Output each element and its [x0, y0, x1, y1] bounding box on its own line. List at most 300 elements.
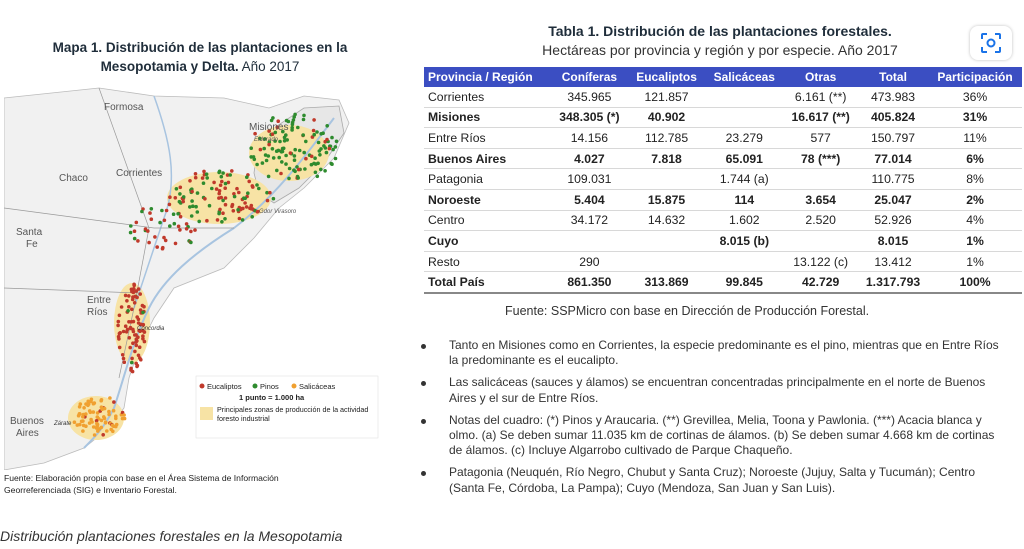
col-eucaliptos: Eucaliptos — [628, 67, 705, 87]
row-label: Buenos Aires — [424, 148, 551, 169]
plantation-dot — [100, 426, 104, 430]
plantation-dot — [130, 357, 134, 361]
map-figure — [4, 78, 396, 470]
plantation-dot — [90, 398, 94, 402]
plantation-dot — [137, 354, 141, 358]
legend-pinos-dot — [253, 384, 258, 389]
table-row — [424, 251, 1022, 272]
table-cell: 473.983 — [858, 87, 928, 107]
plantation-dot — [137, 287, 141, 291]
plantation-dot — [302, 114, 306, 118]
table-cell: 405.824 — [858, 107, 928, 128]
label-concordia: Concordia — [137, 326, 165, 332]
plantation-dot — [76, 423, 80, 427]
plantation-dot — [181, 200, 185, 204]
note-item: Tanto en Misiones como en Corrientes, la especie predominante es el pino, mientras que en Entre Ríos la predominante es el eucalipto. — [418, 338, 1003, 368]
plantation-dot — [291, 121, 295, 125]
plantation-dot — [319, 168, 323, 172]
table-cell: 114 — [705, 189, 783, 210]
plantation-dot — [303, 167, 307, 171]
table-cell — [628, 231, 705, 252]
plantation-dot — [249, 155, 253, 159]
table-cell: 52.926 — [858, 210, 928, 231]
table-cell: 577 — [783, 128, 858, 149]
plantation-dot — [210, 187, 214, 191]
notes-list — [418, 338, 1003, 503]
plantation-dot — [141, 311, 145, 315]
table-cell: 11% — [928, 128, 1022, 149]
plantation-dot — [271, 147, 275, 151]
plantation-dot — [89, 418, 93, 422]
plantation-dot — [280, 160, 284, 164]
plantation-dot — [335, 140, 339, 144]
map-title: Mapa 1. Distribución de las plantaciones en la Mesopotamia y Delta. Año 2017 — [52, 40, 348, 74]
plantation-dot — [140, 210, 144, 214]
plantation-dot — [293, 148, 297, 152]
plantation-dot — [135, 344, 139, 348]
table-cell — [705, 107, 783, 128]
plantation-dot — [190, 190, 194, 194]
plantation-dot — [220, 180, 224, 184]
plantation-dot — [297, 168, 301, 172]
table-cell: 13.122 (c) — [783, 251, 858, 272]
plantation-dot — [150, 207, 154, 211]
plantation-dot — [304, 157, 308, 161]
plantation-dot — [310, 155, 314, 159]
total-cell: 861.350 — [551, 272, 628, 293]
plantation-dot — [135, 221, 139, 225]
plantation-dot — [103, 417, 107, 421]
plantation-dot — [266, 199, 270, 203]
plantation-dot — [133, 350, 137, 354]
table-cell: 4% — [928, 210, 1022, 231]
plantation-dot — [107, 413, 111, 417]
plantation-dot — [203, 197, 207, 201]
plantation-dot — [101, 433, 105, 437]
total-cell: 99.845 — [705, 272, 783, 293]
table-cell: 25.047 — [858, 189, 928, 210]
plantation-dot — [216, 218, 220, 222]
plantation-dot — [235, 187, 239, 191]
plantation-dot — [172, 212, 176, 216]
plantation-dot — [134, 333, 138, 337]
col-coniferas: Coníferas — [551, 67, 628, 87]
plantation-dot — [233, 195, 237, 199]
row-label: Noroeste — [424, 189, 551, 210]
plantation-dot — [100, 405, 104, 409]
plantation-dot — [255, 163, 259, 167]
plantation-dot — [302, 118, 306, 122]
plantation-dot — [272, 156, 276, 160]
table-cell: 8.015 (b) — [705, 231, 783, 252]
plantation-dot — [231, 203, 235, 207]
plantation-dot — [135, 315, 139, 319]
plantation-dot — [126, 309, 130, 313]
plantation-dot — [174, 242, 178, 246]
col-otras: Otras — [783, 67, 858, 87]
plantation-dot — [130, 290, 134, 294]
table-cell: 8% — [928, 169, 1022, 190]
plantation-dot — [112, 409, 116, 413]
plantation-dot — [128, 336, 132, 340]
plantation-dot — [73, 420, 77, 424]
plantation-dot — [185, 227, 189, 231]
plantation-dot — [95, 422, 99, 426]
plantation-dot — [194, 176, 198, 180]
row-label: Cuyo — [424, 231, 551, 252]
plantation-dot — [328, 147, 332, 151]
table-cell: 121.857 — [628, 87, 705, 107]
plantation-dot — [190, 199, 194, 203]
plantation-dot — [117, 320, 121, 324]
table-cell — [783, 169, 858, 190]
plantation-dot — [217, 192, 221, 196]
plantation-dot — [201, 176, 205, 180]
plantation-dot — [318, 153, 322, 157]
plantation-dot — [118, 314, 122, 318]
table-cell: 1% — [928, 251, 1022, 272]
plantation-dot — [173, 222, 177, 226]
plantation-dot — [112, 425, 116, 429]
plantation-dot — [175, 187, 179, 191]
label-santa-fe-1: Santa — [16, 227, 43, 238]
plantation-dot — [298, 149, 302, 153]
plantation-dot — [178, 200, 182, 204]
total-cell: 313.869 — [628, 272, 705, 293]
plantation-dot — [168, 203, 172, 207]
plantation-dot — [240, 207, 244, 211]
note-item: Notas del cuadro: (*) Pinos y Araucaria. (**) Grevillea, Melia, Toona y Pawlonia. (***) Acacia blanca y olmo. (a) Se deben sumar 11.035 km de cortinas de álamos. (b) Se deben sumar 4.668 km de cortinas de álamos. (c) Incluye Algarrobo cultivado de Parque Chaqueño. — [418, 413, 1003, 459]
plantation-dot — [130, 308, 134, 312]
label-eldorado: Eldorado — [254, 137, 279, 143]
plantation-dot — [147, 241, 151, 245]
table-cell: 15.875 — [628, 189, 705, 210]
plantation-dot — [223, 217, 227, 221]
plantation-dot — [275, 149, 279, 153]
plantation-dot — [205, 172, 209, 176]
plantation-dot — [245, 205, 249, 209]
legend-zones: Principales zonas de producción de la actividad foresto industrial — [217, 405, 369, 423]
plantation-dot — [82, 424, 86, 428]
plantation-dot — [178, 192, 182, 196]
plantation-dot — [132, 284, 136, 288]
plantation-dot — [289, 151, 293, 155]
row-label: Misiones — [424, 107, 551, 128]
plantation-dot — [323, 169, 327, 173]
plantation-dot — [146, 229, 150, 233]
plantations-table — [424, 67, 1022, 294]
table-cell — [628, 251, 705, 272]
legend-salicaceas: Salicáceas — [299, 382, 336, 391]
bullet-icon — [421, 471, 426, 476]
table-cell: 2.520 — [783, 210, 858, 231]
table-cell: 1% — [928, 231, 1022, 252]
table-cell: 150.797 — [858, 128, 928, 149]
plantation-dot — [272, 197, 276, 201]
plantation-dot — [312, 129, 316, 133]
plantation-dot — [116, 324, 120, 328]
plantation-dot — [217, 212, 221, 216]
plantation-dot — [223, 186, 227, 190]
plantation-dot — [132, 320, 136, 324]
plantation-dot — [279, 172, 283, 176]
plantation-dot — [202, 181, 206, 185]
plantation-dot — [218, 170, 222, 174]
plantation-dot — [241, 218, 245, 222]
plantation-dot — [293, 154, 297, 158]
plantation-dot — [123, 360, 127, 364]
plantation-dot — [284, 162, 288, 166]
col-total: Total — [858, 67, 928, 87]
bullet-icon — [421, 381, 426, 386]
table-cell — [551, 231, 628, 252]
plantation-dot — [122, 413, 126, 417]
plantation-dot — [81, 429, 85, 433]
plantation-dot — [124, 294, 128, 298]
plantation-dot — [133, 301, 137, 305]
plantation-dot — [129, 224, 133, 228]
plantation-dot — [267, 175, 271, 179]
label-formosa: Formosa — [104, 102, 144, 113]
table-cell: 40.902 — [628, 107, 705, 128]
table-cell: 13.412 — [858, 251, 928, 272]
plantation-dot — [238, 217, 242, 221]
plantation-dot — [197, 220, 201, 224]
plantation-dot — [78, 405, 82, 409]
plantation-dot — [317, 141, 321, 145]
plantation-dot — [287, 177, 291, 181]
plantation-dot — [315, 130, 319, 134]
plantation-dot — [148, 211, 152, 215]
plantation-dot — [134, 340, 138, 344]
plantation-dot — [122, 330, 126, 334]
table-row — [424, 107, 1022, 128]
plantation-dot — [193, 228, 197, 232]
plantation-dot — [253, 158, 257, 162]
plantation-dot — [224, 203, 228, 207]
table-cell — [705, 87, 783, 107]
plantation-dot — [290, 126, 294, 130]
table-row — [424, 148, 1022, 169]
plantation-dot — [319, 147, 323, 151]
legend-zone-swatch — [200, 407, 213, 420]
plantation-dot — [330, 136, 334, 140]
plantation-dot — [261, 161, 265, 165]
table-cell: 23.279 — [705, 128, 783, 149]
table-row — [424, 169, 1022, 190]
table-cell: 78 (***) — [783, 148, 858, 169]
plantation-dot — [160, 209, 164, 213]
table-subtitle: Hectáreas por provincia y región y por especie. Año 2017 — [542, 42, 898, 58]
plantation-dot — [288, 167, 292, 171]
plantation-dot — [118, 346, 122, 350]
table-cell: 345.965 — [551, 87, 628, 107]
plantation-dot — [93, 433, 97, 437]
plantation-dot — [219, 183, 223, 187]
plantation-dot — [168, 224, 172, 228]
plantation-dot — [168, 195, 172, 199]
table-cell: 110.775 — [858, 169, 928, 190]
plantation-dot — [129, 231, 133, 235]
plantation-dot — [334, 145, 338, 149]
table-title: Tabla 1. Distribución de las plantaciones forestales. — [548, 23, 892, 39]
plantation-dot — [114, 414, 118, 418]
plantation-dot — [133, 229, 137, 233]
plantation-dot — [123, 417, 127, 421]
row-label: Corrientes — [424, 87, 551, 107]
plantation-dot — [314, 171, 318, 175]
plantation-dot — [92, 402, 96, 406]
plantation-dot — [325, 124, 329, 128]
plantation-dot — [267, 143, 271, 147]
total-cell: 42.729 — [783, 272, 858, 293]
total-cell: 1.317.793 — [858, 272, 928, 293]
plantation-dot — [131, 341, 135, 345]
plantation-dot — [179, 215, 183, 219]
table-cell: 3.654 — [783, 189, 858, 210]
plantation-dot — [325, 138, 329, 142]
table-cell: 290 — [551, 251, 628, 272]
plantation-dot — [78, 412, 82, 416]
plantation-dot — [205, 176, 209, 180]
plantation-dot — [150, 217, 154, 221]
plantation-dot — [182, 195, 186, 199]
plantation-dot — [277, 156, 281, 160]
legend-unit: 1 punto = 1.000 ha — [239, 393, 305, 402]
plantation-dot — [179, 186, 183, 190]
label-corrientes: Corrientes — [116, 168, 163, 179]
table-cell: 16.617 (**) — [783, 107, 858, 128]
row-label: Centro — [424, 210, 551, 231]
plantation-dot — [105, 429, 109, 433]
plantation-dot — [136, 239, 140, 243]
plantation-dot — [202, 170, 206, 174]
plantation-dot — [324, 146, 328, 150]
table-header-row — [424, 67, 1022, 87]
row-label: Resto — [424, 251, 551, 272]
plantation-dot — [81, 415, 85, 419]
label-misiones: Misiones — [249, 122, 289, 133]
plantation-dot — [247, 180, 251, 184]
plantation-dot — [188, 205, 192, 209]
plantation-dot — [275, 169, 279, 173]
plantation-dot — [92, 410, 96, 414]
plantation-dot — [218, 208, 222, 212]
table-row — [424, 231, 1022, 252]
plantation-dot — [127, 294, 131, 298]
plantation-dot — [80, 420, 84, 424]
col-provincia: Provincia / Región — [424, 67, 551, 87]
plantation-dot — [86, 404, 90, 408]
lens-search-button[interactable] — [970, 26, 1012, 60]
plantation-dot — [132, 330, 136, 334]
plantation-dot — [100, 398, 104, 402]
plantation-dot — [208, 204, 212, 208]
plantation-dot — [165, 209, 169, 213]
plantation-dot — [221, 171, 225, 175]
plantation-dot — [246, 191, 250, 195]
total-cell: 100% — [928, 272, 1022, 293]
plantation-dot — [249, 146, 253, 150]
label-zarate: Zárate — [54, 421, 72, 427]
plantation-dot — [163, 219, 167, 223]
table-cell: 1.744 (a) — [705, 169, 783, 190]
table-cell: 2% — [928, 189, 1022, 210]
plantation-dot — [124, 324, 128, 328]
label-santa-fe-2: Fe — [26, 239, 38, 250]
plantation-dot — [115, 423, 119, 427]
plantation-dot — [237, 191, 241, 195]
plantation-dot — [228, 173, 232, 177]
plantation-dot — [128, 346, 132, 350]
plantation-dot — [224, 182, 228, 186]
plantation-dot — [316, 162, 320, 166]
plantation-dot — [161, 247, 165, 251]
table-cell: 348.305 (*) — [551, 107, 628, 128]
plantation-dot — [84, 412, 88, 416]
bullet-icon — [421, 419, 426, 424]
plantation-dot — [133, 237, 137, 241]
legend-eucaliptos: Eucaliptos — [207, 382, 242, 391]
plantation-dot — [265, 159, 269, 163]
plantation-dot — [259, 148, 263, 152]
plantation-dot — [95, 426, 99, 430]
plantation-dot — [133, 295, 137, 299]
plantation-dot — [245, 175, 249, 179]
legend-pinos: Pinos — [260, 382, 279, 391]
image-caption: Distribución plantaciones forestales en la Mesopotamia — [0, 528, 343, 544]
plantation-dot — [250, 215, 254, 219]
table-cell: 1.602 — [705, 210, 783, 231]
table-cell: 31% — [928, 107, 1022, 128]
plantation-dot — [271, 116, 275, 120]
plantation-dot — [127, 320, 131, 324]
table-cell — [628, 169, 705, 190]
table-cell: 65.091 — [705, 148, 783, 169]
plantation-dot — [117, 335, 121, 339]
plantation-dot — [177, 225, 181, 229]
plantation-dot — [325, 151, 329, 155]
plantation-dot — [292, 168, 296, 172]
label-virasoro: Gdor Virasoro — [259, 209, 297, 215]
map-legend — [196, 376, 378, 438]
plantation-dot — [178, 228, 182, 232]
table-row — [424, 210, 1022, 231]
plantation-dot — [139, 358, 143, 362]
table-cell: 14.632 — [628, 210, 705, 231]
plantation-dot — [281, 150, 285, 154]
label-entre-rios-1: Entre — [87, 295, 111, 306]
row-label: Entre Ríos — [424, 128, 551, 149]
table-cell: 6.161 (**) — [783, 87, 858, 107]
table-cell: 7.818 — [628, 148, 705, 169]
plantation-dot — [196, 191, 200, 195]
plantation-dot — [189, 241, 193, 245]
table-cell: 36% — [928, 87, 1022, 107]
plantation-dot — [262, 147, 266, 151]
plantation-dot — [284, 154, 288, 158]
plantation-dot — [283, 139, 287, 143]
table-cell — [705, 251, 783, 272]
plantation-dot — [112, 400, 116, 404]
plantation-dot — [190, 214, 194, 218]
plantation-dot — [220, 220, 224, 224]
plantation-dot — [230, 169, 234, 173]
table-cell: 6% — [928, 148, 1022, 169]
plantation-dot — [313, 156, 317, 160]
table-row — [424, 87, 1022, 107]
table-row — [424, 128, 1022, 149]
